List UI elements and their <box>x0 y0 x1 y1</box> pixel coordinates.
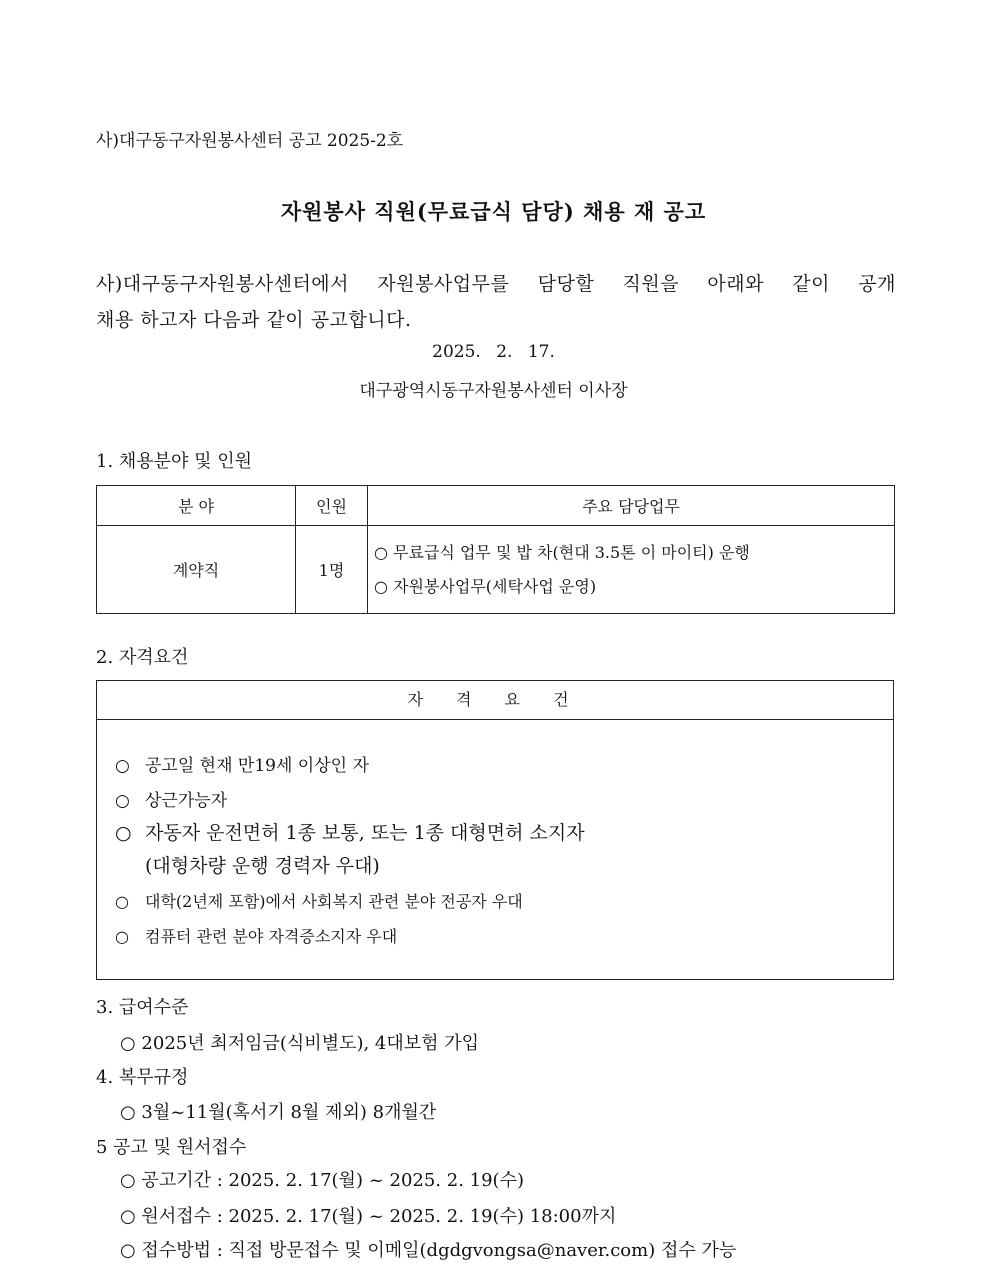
intro-line-2: 채용 하고자 다음과 같이 공고합니다. <box>96 309 412 331</box>
section-1-heading: 1. 채용분야 및 인원 <box>96 451 253 472</box>
table-header-count: 인원 <box>296 486 368 526</box>
page-title: 자원봉사 직원(무료급식 담당) 채용 재 공고 <box>280 199 707 224</box>
issuer: 대구광역시동구자원봉사센터 이사장 <box>359 381 628 401</box>
recruitment-table <box>96 485 895 614</box>
qualification-box <box>96 680 894 980</box>
section-2-heading: 2. 자격요건 <box>96 647 189 668</box>
work-period-item: ○ 3월~11월(혹서기 8월 제외) 8개월간 <box>120 1102 437 1123</box>
table-cell-duties <box>368 526 895 614</box>
notice-date: 2025. 2. 17. <box>432 342 555 362</box>
qualification-item: ○ 컴퓨터 관련 분야 자격증소지자 우대 <box>115 927 398 946</box>
table-cell-field: 계약직 <box>97 526 296 614</box>
qualification-item: ○ 상근가능자 <box>115 791 228 811</box>
qualification-item: ○ 자동자 운전면허 1종 보통, 또는 1종 대형면허 소지자 <box>115 822 585 844</box>
section-4-heading: 4. 복무규정 <box>96 1067 189 1088</box>
notice-number: 사)대구동구자원봉사센터 공고 2025-2호 <box>96 131 404 151</box>
qualification-box-title: 자 격 요 건 <box>97 681 893 720</box>
section-3-heading: 3. 급여수준 <box>96 997 189 1018</box>
table-header-duties: 주요 담당업무 <box>368 486 895 526</box>
qualification-item: ○ 대학(2년제 포함)에서 사회복지 관련 분야 전공자 우대 <box>115 892 523 911</box>
application-item: ○ 원서접수 : 2025. 2. 17(월) ~ 2025. 2. 19(수) 18:00까지 <box>120 1206 617 1227</box>
application-item: ○ 접수방법 : 직접 방문접수 및 이메일(dgdgvongsa@naver.com) 접수 가능 <box>120 1240 737 1261</box>
salary-item: ○ 2025년 최저임금(식비별도), 4대보험 가입 <box>120 1033 480 1054</box>
qualification-item: ○ 공고일 현재 만19세 이상인 자 <box>115 756 369 776</box>
intro-line-1: 사)대구동구자원봉사센터에서 자원봉사업무를 담당할 직원을 아래와 같이 공개 <box>96 273 896 295</box>
qualification-item-note: (대형차량 운행 경력자 우대) <box>145 855 380 877</box>
application-item: ○ 공고기간 : 2025. 2. 17(월) ~ 2025. 2. 19(수) <box>120 1170 524 1191</box>
duty-item: ○ 무료급식 업무 및 밥 차(현대 3.5톤 이 마이티) 운행 <box>374 542 750 562</box>
table-header-field: 분 야 <box>97 486 296 526</box>
table-cell-count: 1명 <box>296 526 368 614</box>
duty-item: ○ 자원봉사업무(세탁사업 운영) <box>374 576 597 596</box>
section-5-heading: 5 공고 및 원서접수 <box>96 1137 247 1158</box>
